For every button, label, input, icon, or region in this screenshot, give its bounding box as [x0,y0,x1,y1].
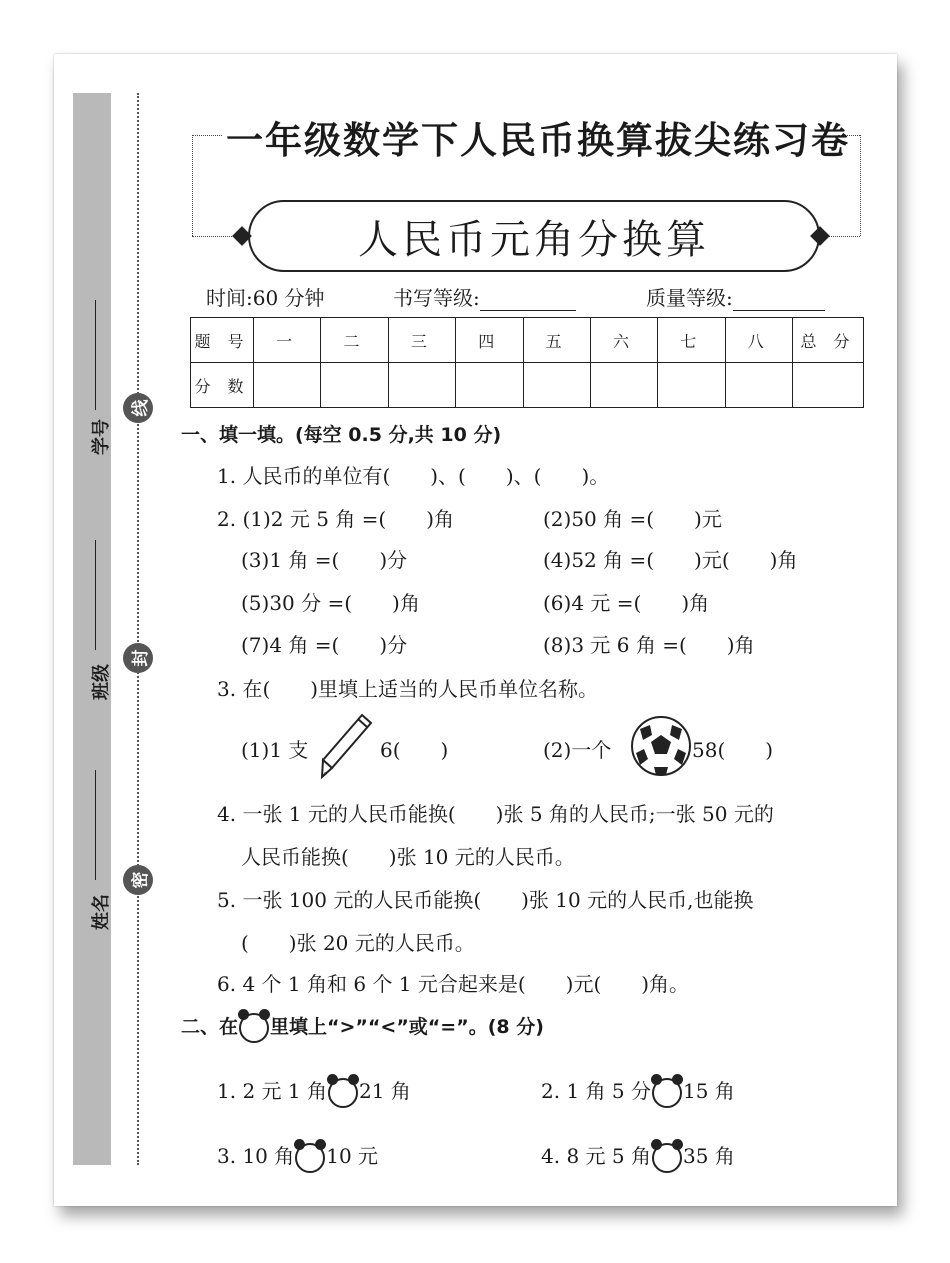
compare-answer-circle[interactable] [328,1078,358,1108]
section-2-heading-suffix: 里填上“>”“<”或“=”。(8 分) [270,1016,544,1038]
section-2-heading [181,1012,544,1043]
compare-right: 35 角 [682,1144,735,1168]
pencil-icon [318,712,376,780]
title-frame-right [860,135,861,236]
soccer-ball-icon [630,715,692,777]
writing-grade [393,282,576,311]
question-2-2: (2)50 角 =( )元 [543,507,722,531]
table-cell: 七 [658,318,725,363]
question-4-line-2: 人民币能换( )张 10 元的人民币。 [241,845,575,869]
compare-item-4 [541,1140,735,1173]
quality-grade [646,282,825,311]
table-cell: 总 分 [793,318,864,363]
compare-answer-circle[interactable] [295,1143,325,1173]
score-input-cell[interactable] [388,363,455,408]
compare-answer-circle[interactable] [652,1078,682,1108]
question-3-1-suffix: 6( ) [380,738,449,762]
question-2-5: (5)30 分 =( )角 [241,591,420,615]
class-label: 班级 [91,664,112,700]
title-frame-left [192,135,193,236]
table-cell: 五 [523,318,590,363]
score-input-cell[interactable] [793,363,864,408]
class-line [95,540,96,650]
section-2-heading-prefix: 二、在 [181,1016,239,1038]
compare-left: 2. 1 角 5 分 [541,1079,651,1103]
table-cell: 分 数 [191,363,254,408]
student-number-label: 学号 [91,419,112,455]
question-6: 6. 4 个 1 角和 6 个 1 元合起来是( )元( )角。 [217,972,690,996]
question-2-7: (7)4 角 =( )分 [241,633,408,657]
score-table [190,317,864,408]
student-number-line [95,300,96,410]
writing-grade-blank[interactable] [480,292,576,311]
question-4-line-1: 4. 一张 1 元的人民币能换( )张 5 角的人民币;一张 50 元的 [217,802,774,826]
score-input-cell[interactable] [523,363,590,408]
table-cell: 六 [590,318,657,363]
score-input-cell[interactable] [321,363,388,408]
section-1-heading: 一、填一填。(每空 0.5 分,共 10 分) [181,424,502,446]
name-label: 姓名 [91,894,112,930]
seal-feng: 封 [123,643,153,673]
quality-grade-blank[interactable] [733,292,825,311]
seal-xian: 线 [123,393,153,423]
compare-circle-icon [239,1013,269,1043]
table-cell: 二 [321,318,388,363]
time-info: 时间:60 分钟 [206,286,325,310]
compare-item-2 [541,1075,735,1108]
score-input-cell[interactable] [590,363,657,408]
question-3: 3. 在( )里填上适当的人民币单位名称。 [217,677,599,701]
question-2-1: 2. (1)2 元 5 角 =( )角 [217,507,455,531]
question-2-4: (4)52 角 =( )元( )角 [543,548,798,572]
table-cell: 题 号 [191,318,254,363]
compare-right: 15 角 [682,1079,735,1103]
table-header-row [191,318,864,363]
question-2-8: (8)3 元 6 角 =( )角 [543,633,755,657]
question-3-2-suffix: 58( ) [692,738,774,762]
seal-mi: 密 [123,865,153,895]
binding-gutter [73,93,111,1165]
question-3-2-prefix: (2)一个 [543,738,612,762]
score-input-cell[interactable] [658,363,725,408]
compare-left: 3. 10 角 [217,1144,295,1168]
compare-left: 4. 8 元 5 角 [541,1144,651,1168]
table-cell: 一 [254,318,321,363]
compare-item-3 [217,1140,378,1173]
compare-right: 10 元 [326,1144,379,1168]
question-1: 1. 人民币的单位有( )、( )、( )。 [217,464,610,488]
score-input-cell[interactable] [254,363,321,408]
table-cell: 八 [725,318,792,363]
writing-grade-label: 书写等级: [393,286,480,310]
compare-item-1 [217,1075,411,1108]
binding-dashed-line [137,93,139,1165]
score-input-cell[interactable] [456,363,523,408]
question-5-line-2: ( )张 20 元的人民币。 [241,931,475,955]
subtitle: 人民币元角分换算 [358,217,710,263]
question-5-line-1: 5. 一张 100 元的人民币能换( )张 10 元的人民币,也能换 [217,888,754,912]
title-frame-bottom-right [826,236,860,237]
table-score-row [191,363,864,408]
compare-right: 21 角 [358,1079,411,1103]
quality-grade-label: 质量等级: [646,286,733,310]
table-cell: 四 [456,318,523,363]
title-frame-top-left [192,135,222,136]
compare-answer-circle[interactable] [652,1143,682,1173]
name-line [95,770,96,880]
question-3-1-prefix: (1)1 支 [241,738,309,762]
page-title: 一年级数学下人民币换算拔尖练习卷 [226,119,850,162]
compare-left: 1. 2 元 1 角 [217,1079,327,1103]
score-input-cell[interactable] [725,363,792,408]
title-frame-bottom-left [192,236,232,237]
question-2-3: (3)1 角 =( )分 [241,548,408,572]
question-2-6: (6)4 元 =( )角 [543,591,710,615]
table-cell: 三 [388,318,455,363]
